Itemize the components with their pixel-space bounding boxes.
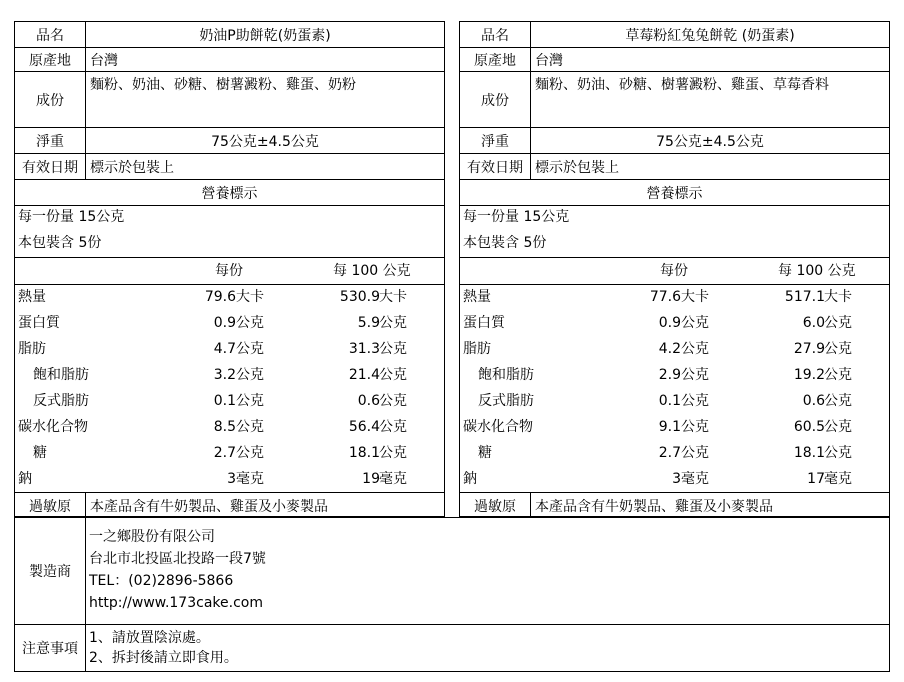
per-100g-unit: 公克 bbox=[379, 315, 407, 331]
ingredients-value: 麵粉、奶油、砂糖、樹薯澱粉、雞蛋、草莓香料 bbox=[535, 77, 829, 93]
nutrition-row bbox=[15, 414, 444, 440]
per-100g-value: 6.0 bbox=[802, 315, 825, 331]
nutrition-row bbox=[15, 388, 444, 414]
servings-per-package: 本包裝含 5份 bbox=[18, 235, 102, 251]
weight-value: 75公克±4.5公克 bbox=[211, 133, 319, 150]
ingredients-label: 成份 bbox=[460, 72, 531, 127]
per-100g-unit: 公克 bbox=[824, 315, 852, 331]
allergen-row bbox=[460, 492, 889, 518]
per-serving-unit: 毫克 bbox=[236, 471, 264, 487]
expiry-label: 有效日期 bbox=[460, 154, 531, 179]
nutrition-title: 營養標示 bbox=[646, 185, 703, 202]
per-100g-unit: 公克 bbox=[379, 445, 407, 461]
weight-label: 淨重 bbox=[460, 128, 531, 153]
per-serving-unit: 公克 bbox=[236, 419, 264, 435]
note-item: 2、拆封後請立即食用。 bbox=[89, 650, 238, 666]
manufacturer-company: 一之鄉股份有限公司 bbox=[89, 529, 215, 545]
nutrient-name: 碳水化合物 bbox=[18, 419, 88, 435]
per-100g-unit: 公克 bbox=[824, 445, 852, 461]
note-item: 1、請放置陰涼處。 bbox=[89, 630, 210, 646]
per-100g-unit: 公克 bbox=[824, 419, 852, 435]
per-serving-value: 0.9 bbox=[213, 315, 236, 331]
per-100g-unit: 公克 bbox=[379, 393, 407, 409]
per-serving-unit: 大卡 bbox=[681, 289, 709, 305]
per-100g-unit: 公克 bbox=[379, 341, 407, 357]
per-serving-unit: 公克 bbox=[681, 393, 709, 409]
per-100g-value: 18.1 bbox=[348, 445, 380, 461]
per-serving-value: 77.6 bbox=[649, 289, 681, 305]
origin-label: 原產地 bbox=[15, 48, 86, 71]
notes-row bbox=[15, 624, 889, 671]
per-serving-unit: 公克 bbox=[681, 315, 709, 331]
serving-info-row bbox=[15, 206, 444, 258]
per-serving-value: 2.9 bbox=[658, 367, 681, 383]
per-serving-unit: 公克 bbox=[236, 367, 264, 383]
nutrition-table bbox=[15, 258, 444, 492]
per-serving-value: 0.9 bbox=[658, 315, 681, 331]
nutrition-row bbox=[460, 336, 889, 362]
nutrient-name: 熱量 bbox=[463, 289, 491, 305]
per-100g-value: 56.4 bbox=[348, 419, 380, 435]
per-serving-value: 9.1 bbox=[658, 419, 681, 435]
per-serving-unit: 公克 bbox=[681, 367, 709, 383]
per-100g-value: 0.6 bbox=[357, 393, 380, 409]
ingredients-value: 麵粉、奶油、砂糖、樹薯澱粉、雞蛋、奶粉 bbox=[90, 77, 356, 93]
nutrient-name: 糖 bbox=[478, 445, 492, 461]
weight-label: 淨重 bbox=[15, 128, 86, 153]
ingredients-label: 成份 bbox=[15, 72, 86, 127]
right-product-label bbox=[459, 21, 890, 517]
expiry-row bbox=[15, 154, 444, 180]
expiry-value: 標示於包裝上 bbox=[90, 159, 174, 176]
nutrient-name: 鈉 bbox=[18, 471, 32, 487]
per-100g-unit: 公克 bbox=[824, 393, 852, 409]
name-label: 品名 bbox=[460, 22, 531, 47]
weight-value: 75公克±4.5公克 bbox=[656, 133, 764, 150]
allergen-label: 過敏原 bbox=[15, 493, 86, 518]
per-100g-unit: 公克 bbox=[824, 367, 852, 383]
per-serving-unit: 公克 bbox=[236, 341, 264, 357]
manufacturer-info bbox=[89, 526, 266, 614]
name-row bbox=[15, 22, 444, 48]
per-serving-value: 0.1 bbox=[213, 393, 236, 409]
nutrition-row bbox=[460, 414, 889, 440]
name-label: 品名 bbox=[15, 22, 86, 47]
per-100g-value: 17 bbox=[807, 471, 825, 487]
nutrition-row bbox=[460, 388, 889, 414]
allergen-row bbox=[15, 492, 444, 518]
weight-row bbox=[15, 128, 444, 154]
name-row bbox=[460, 22, 889, 48]
nutrition-title-row bbox=[15, 180, 444, 206]
nutrition-row bbox=[460, 310, 889, 336]
per-100g-value: 5.9 bbox=[357, 315, 380, 331]
origin-row bbox=[460, 48, 889, 72]
per-serving-unit: 公克 bbox=[236, 315, 264, 331]
per-serving-unit: 毫克 bbox=[681, 471, 709, 487]
serving-size: 每一份量 15公克 bbox=[18, 209, 125, 225]
per-serving-unit: 公克 bbox=[236, 393, 264, 409]
per-serving-value: 8.5 bbox=[213, 419, 236, 435]
nutrition-row bbox=[15, 440, 444, 466]
nutrition-row bbox=[15, 310, 444, 336]
origin-value: 台灣 bbox=[90, 52, 118, 69]
per-serving-unit: 公克 bbox=[681, 341, 709, 357]
expiry-label: 有效日期 bbox=[15, 154, 86, 179]
per-100g-value: 18.1 bbox=[793, 445, 825, 461]
per-100g-value: 31.3 bbox=[348, 341, 380, 357]
notes-list bbox=[89, 628, 238, 668]
per-serving-value: 3 bbox=[227, 471, 236, 487]
per-100g-value: 19.2 bbox=[793, 367, 825, 383]
nutrient-name: 飽和脂肪 bbox=[33, 367, 89, 383]
per-serving-header: 每份 bbox=[660, 263, 688, 279]
serving-info-row bbox=[460, 206, 889, 258]
per-serving-value: 2.7 bbox=[658, 445, 681, 461]
name-value: 草莓粉紅兔兔餅乾 (奶蛋素) bbox=[625, 27, 795, 44]
nutrition-row bbox=[460, 440, 889, 466]
name-value: 奶油P助餅乾(奶蛋素) bbox=[199, 27, 331, 44]
manufacturer-website: http://www.173cake.com bbox=[89, 595, 263, 611]
per-serving-value: 3.2 bbox=[213, 367, 236, 383]
nutrient-name: 飽和脂肪 bbox=[478, 367, 534, 383]
nutrient-name: 脂肪 bbox=[463, 341, 491, 357]
per-serving-unit: 公克 bbox=[681, 445, 709, 461]
nutrient-name: 糖 bbox=[33, 445, 47, 461]
allergen-label: 過敏原 bbox=[460, 493, 531, 518]
per-100g-unit: 大卡 bbox=[379, 289, 407, 305]
nutrition-row bbox=[15, 362, 444, 388]
nutrient-name: 鈉 bbox=[463, 471, 477, 487]
per-100g-value: 60.5 bbox=[793, 419, 825, 435]
nutrition-row bbox=[15, 466, 444, 492]
per-100g-header: 每 100 公克 bbox=[778, 263, 856, 279]
per-serving-value: 0.1 bbox=[658, 393, 681, 409]
origin-label: 原產地 bbox=[460, 48, 531, 71]
nutrition-title-row bbox=[460, 180, 889, 206]
per-100g-value: 517.1 bbox=[784, 289, 825, 305]
left-product-label bbox=[14, 21, 445, 517]
nutrient-name: 脂肪 bbox=[18, 341, 46, 357]
per-serving-value: 4.7 bbox=[213, 341, 236, 357]
per-100g-unit: 毫克 bbox=[379, 471, 407, 487]
nutrition-row bbox=[460, 466, 889, 492]
allergen-value: 本產品含有牛奶製品、雞蛋及小麥製品 bbox=[90, 498, 328, 515]
origin-row bbox=[15, 48, 444, 72]
servings-per-package: 本包裝含 5份 bbox=[463, 235, 547, 251]
manufacturer-section bbox=[14, 517, 890, 672]
per-serving-value: 3 bbox=[672, 471, 681, 487]
nutrient-name: 熱量 bbox=[18, 289, 46, 305]
manufacturer-address: 台北市北投區北投路一段7號 bbox=[89, 551, 266, 567]
per-100g-unit: 毫克 bbox=[824, 471, 852, 487]
per-serving-value: 79.6 bbox=[204, 289, 236, 305]
expiry-value: 標示於包裝上 bbox=[535, 159, 619, 176]
per-100g-value: 21.4 bbox=[348, 367, 380, 383]
per-serving-value: 4.2 bbox=[658, 341, 681, 357]
nutrient-name: 碳水化合物 bbox=[463, 419, 533, 435]
serving-size: 每一份量 15公克 bbox=[463, 209, 570, 225]
nutrition-row bbox=[460, 362, 889, 388]
nutrition-table bbox=[460, 258, 889, 492]
per-serving-unit: 公克 bbox=[236, 445, 264, 461]
per-serving-unit: 公克 bbox=[681, 419, 709, 435]
ingredients-row bbox=[460, 72, 889, 128]
per-100g-value: 530.9 bbox=[339, 289, 380, 305]
per-100g-value: 19 bbox=[362, 471, 380, 487]
per-100g-unit: 公克 bbox=[824, 341, 852, 357]
ingredients-row bbox=[15, 72, 444, 128]
nutrient-name: 反式脂肪 bbox=[478, 393, 534, 409]
per-100g-value: 0.6 bbox=[802, 393, 825, 409]
nutrition-row bbox=[460, 284, 889, 310]
manufacturer-label: 製造商 bbox=[15, 518, 86, 624]
nutrient-name: 蛋白質 bbox=[18, 315, 60, 331]
per-serving-unit: 大卡 bbox=[236, 289, 264, 305]
per-serving-value: 2.7 bbox=[213, 445, 236, 461]
per-100g-value: 27.9 bbox=[793, 341, 825, 357]
per-100g-unit: 公克 bbox=[379, 367, 407, 383]
per-serving-header: 每份 bbox=[215, 263, 243, 279]
notes-label: 注意事項 bbox=[15, 625, 86, 671]
nutrition-row bbox=[15, 336, 444, 362]
nutrition-row bbox=[15, 284, 444, 310]
manufacturer-phone: TEL：(02)2896-5866 bbox=[89, 573, 234, 589]
allergen-value: 本產品含有牛奶製品、雞蛋及小麥製品 bbox=[535, 498, 773, 515]
nutrient-name: 蛋白質 bbox=[463, 315, 505, 331]
per-100g-unit: 公克 bbox=[379, 419, 407, 435]
per-100g-unit: 大卡 bbox=[824, 289, 852, 305]
expiry-row bbox=[460, 154, 889, 180]
nutrition-title: 營養標示 bbox=[201, 185, 258, 202]
per-100g-header: 每 100 公克 bbox=[333, 263, 411, 279]
weight-row bbox=[460, 128, 889, 154]
nutrient-name: 反式脂肪 bbox=[33, 393, 89, 409]
origin-value: 台灣 bbox=[535, 52, 563, 69]
